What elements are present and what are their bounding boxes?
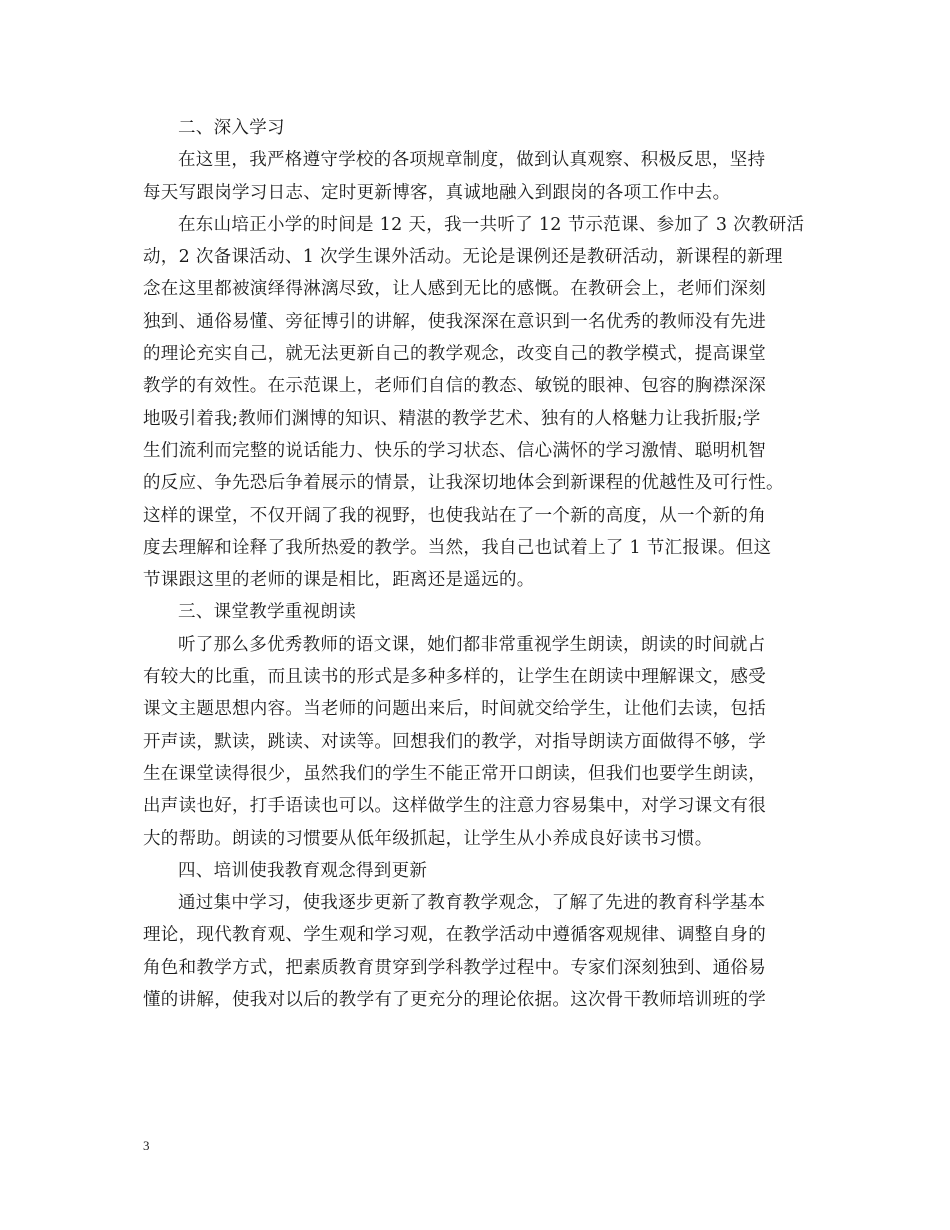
text-line: 出声读也好，打手语读也可以。这样做学生的注意力容易集中，对学习课文有很 bbox=[143, 796, 766, 817]
text-line: 度去理解和诠释了我所热爱的教学。当然，我自己也试着上了 1 节汇报课。但这 bbox=[143, 537, 772, 558]
text-line: 大的帮助。朗读的习惯要从低年级抓起，让学生从小养成良好读书习惯。 bbox=[143, 828, 713, 849]
text-line: 在这里，我严格遵守学校的各项规章制度，做到认真观察、积极反思，坚持 bbox=[178, 150, 766, 171]
text-line: 的理论充实自己，就无法更新自己的教学观念，改变自己的教学模式，提高课堂 bbox=[143, 344, 766, 365]
page-number: 3 bbox=[143, 1138, 150, 1153]
text-line: 教学的有效性。在示范课上，老师们自信的教态、敏锐的眼神、包容的胸襟深深 bbox=[143, 376, 766, 397]
text-line: 生们流利而完整的说话能力、快乐的学习状态、信心满怀的学习激情、聪明机智 bbox=[143, 440, 766, 461]
text-line: 四、培训使我教育观念得到更新 bbox=[178, 860, 428, 881]
text-line: 生在课堂读得很少，虽然我们的学生不能正常开口朗读，但我们也要学生朗读， bbox=[143, 763, 766, 784]
text-line: 每天写跟岗学习日志、定时更新博客，真诚地融入到跟岗的各项工作中去。 bbox=[143, 182, 731, 203]
text-line: 懂的讲解，使我对以后的教学有了更充分的理论依据。这次骨干教师培训班的学 bbox=[143, 990, 766, 1011]
text-line: 念在这里都被演绎得淋漓尽致，让人感到无比的感慨。在教研会上，老师们深刻 bbox=[143, 279, 766, 300]
text-line: 理论，现代教育观、学生观和学习观，在教学活动中遵循客观规律、调整自身的 bbox=[143, 925, 766, 946]
text-line: 课文主题思想内容。当老师的问题出来后，时间就交给学生，让他们去读，包括 bbox=[143, 699, 766, 720]
text-line: 三、课堂教学重视朗读 bbox=[178, 602, 356, 623]
text-line: 通过集中学习，使我逐步更新了教育教学观念，了解了先进的教育科学基本 bbox=[178, 893, 766, 914]
text-line: 听了那么多优秀教师的语文课，她们都非常重视学生朗读，朗读的时间就占 bbox=[178, 634, 766, 655]
text-line: 有较大的比重，而且读书的形式是多种多样的，让学生在朗读中理解课文，感受 bbox=[143, 667, 766, 688]
text-line: 这样的课堂，不仅开阔了我的视野，也使我站在了一个新的高度，从一个新的角 bbox=[143, 505, 766, 526]
text-line: 开声读，默读，跳读、对读等。回想我们的教学，对指导朗读方面做得不够，学 bbox=[143, 731, 766, 752]
text-line: 角色和教学方式，把素质教育贯穿到学科教学过程中。专家们深刻独到、通俗易 bbox=[143, 957, 766, 978]
text-line: 节课跟这里的老师的课是相比，距离还是遥远的。 bbox=[143, 570, 535, 591]
text-line: 独到、通俗易懂、旁征博引的讲解，使我深深在意识到一名优秀的教师没有先进 bbox=[143, 311, 766, 332]
text-line: 地吸引着我;教师们渊博的知识、精湛的教学艺术、独有的人格魅力让我折服;学 bbox=[143, 408, 761, 429]
document-body bbox=[143, 112, 808, 1016]
text-line: 二、深入学习 bbox=[178, 118, 285, 138]
text-line: 在东山培正小学的时间是 12 天，我一共听了 12 节示范课、参加了 3 次教研活 bbox=[178, 214, 805, 235]
text-line: 动，2 次备课活动、1 次学生课外活动。无论是课例还是教研活动，新课程的新理 bbox=[143, 247, 783, 268]
text-line: 的反应、争先恐后争着展示的情景，让我深切地体会到新课程的优越性及可行性。 bbox=[143, 473, 784, 494]
